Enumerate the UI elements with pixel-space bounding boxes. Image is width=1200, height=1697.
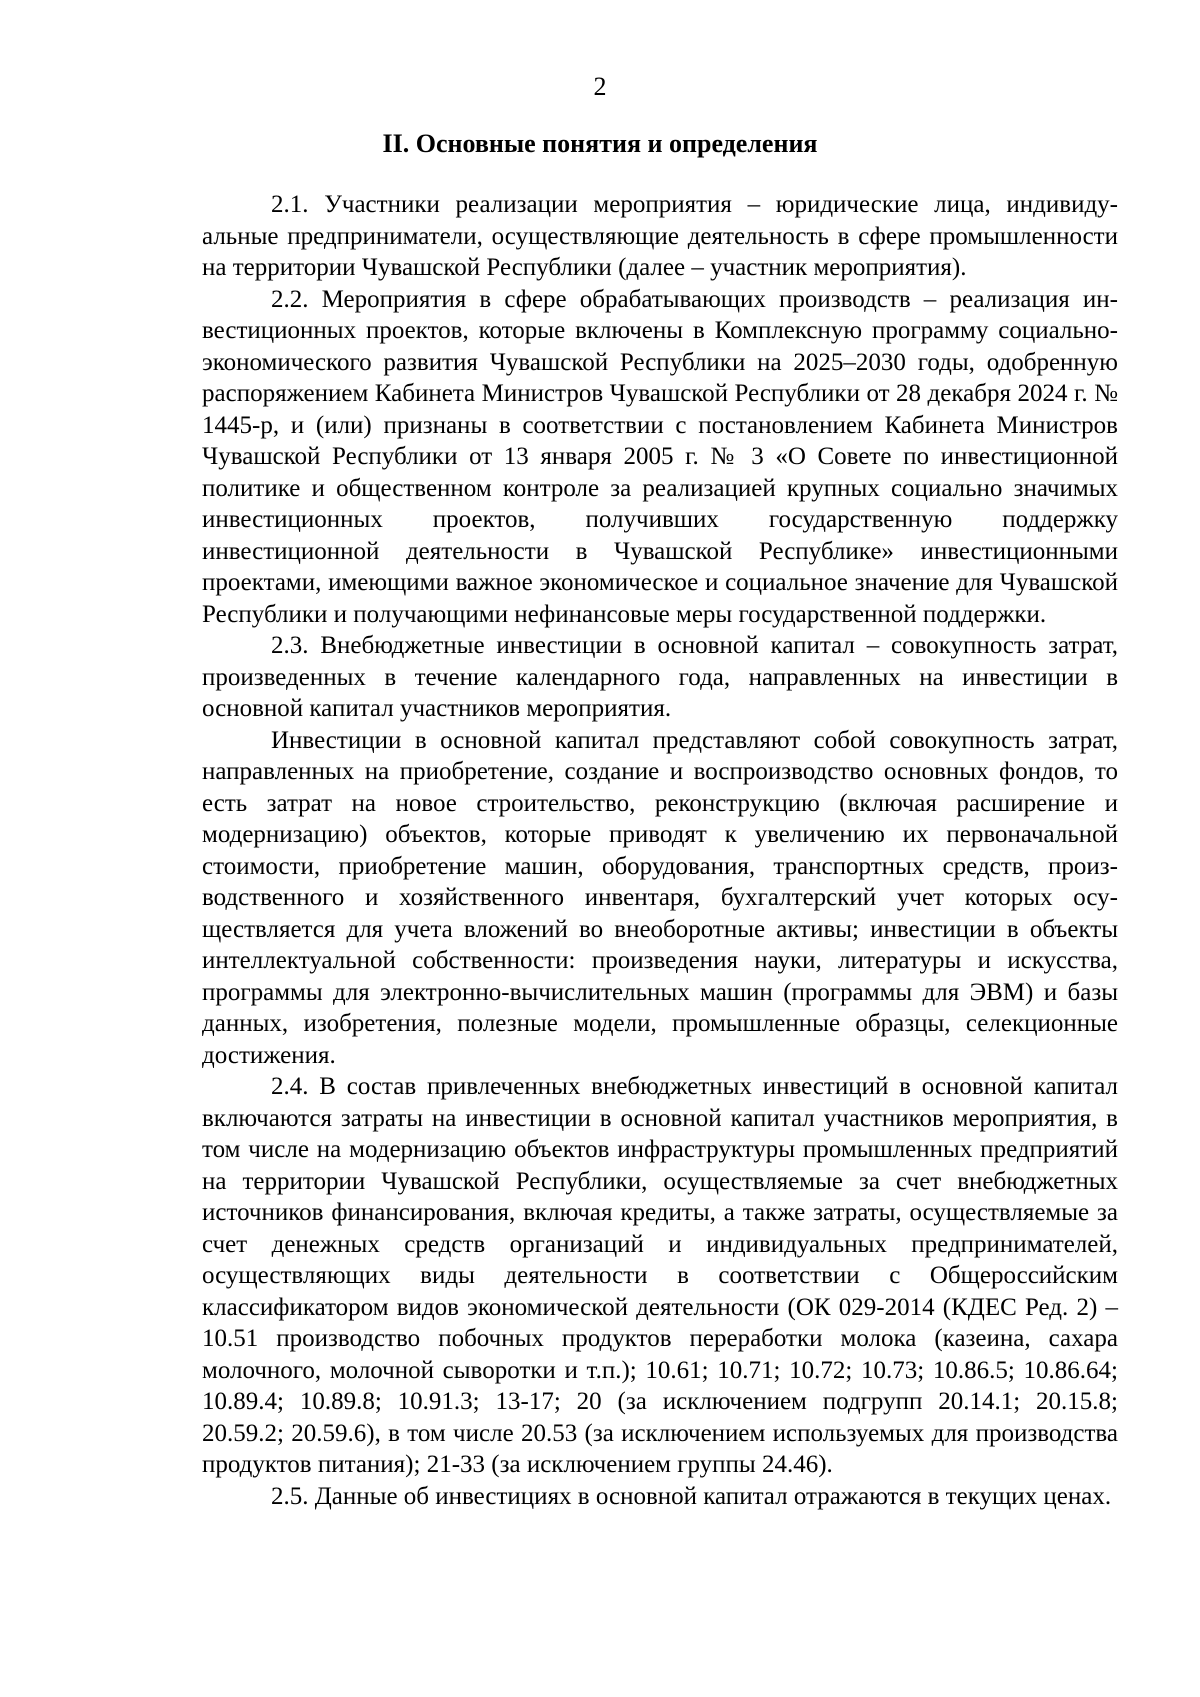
paragraph-2-4: 2.4. В состав привлеченных внебюджетных инвестиций в основной капитал включаются затраты на инвестиции в основной капитал участников мероприятия, в том числе на модернизацию объектов инфраструктуры промышленных предприятий на территории Чувашской Республики, осуществляемые за счет внебюджетных источников финансирования, включая кредиты, а также затраты, осуществляемые за счет денежных средств организаций и индивидуальных предпринимателей, осуществляющих виды деятельности в соответствии с Общероссийским классификатором видов экономической деятельности (ОК 029-2014 (КДЕС Ред. 2) – 10.51 производство побочных продуктов переработки молока (казеина, сахара молочного, молочной сыворотки и т.п.); 10.61; 10.71; 10.72; 10.73; 10.86.5; 10.86.64; 10.89.4; 10.89.8; 10.91.3; 13-17; 20 (за исключением подгрупп 20.14.1; 20.15.8; 20.59.2; 20.59.6), в том числе 20.53 (за исключением используемых для производства продуктов питания); 21-33 (за исключением группы 24.46). [202,1073,1118,1478]
document-body [202,189,1118,1512]
paragraph-2-5: 2.5. Данные об инвестициях в основной капитал отражаются в текущих ценах. [271,1482,1112,1510]
paragraph-2-1: 2.1. Участники реализации мероприятия – юридические лица, индивидуальные предприниматели, осуществляющие деятельность в сфере промышленности на территории Чувашской Республики (далее – участник мероприятия). [202,191,1118,281]
page-number: 2 [593,72,607,101]
section-title: II. Основные понятия и определения [382,129,818,158]
paragraph-2-3: 2.3. Внебюджетные инвестиции в основной капитал – совокупность затрат, произведенных в течение календарного года, направленных на инвестиции в основной капитал участников мероприятия. [202,632,1118,722]
paragraph-2-2: 2.2. Мероприятия в сфере обрабатывающих производств – реализация инвестиционных проектов, которые включены в Комплексную программу социально-экономического развития Чувашской Республики на 2025–2030 годы, одобренную распоряжением Кабинета Министров Чувашской Республики от 28 декабря 2024 г. № 1445-р, и (или) признаны в соответствии с постановлением Кабинета Министров Чувашской Республики от 13 января 2005 г. № 3 «О Совете по инвестиционной политике и общественном контроле за реализацией крупных социально значимых инвестиционных проектов, получивших государственную поддержку инвестиционной деятельности в Чувашской Республике» инвестиционными проектами, имеющими важное экономическое и социальное значение для Чувашской Республики и получающими нефинансовые меры государственной поддержки. [202,285,1118,628]
paragraph-2-3-continued: Инвестиции в основной капитал представляют собой совокупность затрат, направленных на приобретение, создание и воспроизводство основных фондов, то есть затрат на новое строительство, реконструкцию (включая расширение и модернизацию) объектов, которые приводят к увеличению их первоначальной стоимости, приобретение машин, оборудования, транспортных средств, производственного и хозяйственного инвентаря, бухгалтерский учет которых осуществляется для учета вложений во внеоборотные активы; инвестиции в объекты интеллектуальной собственности: произведения науки, литературы и искусства, программы для электронно-вычислительных машин (программы для ЭВМ) и базы данных, изобретения, полезные модели, промышленные образцы, селекционные достижения. [202,726,1118,1069]
